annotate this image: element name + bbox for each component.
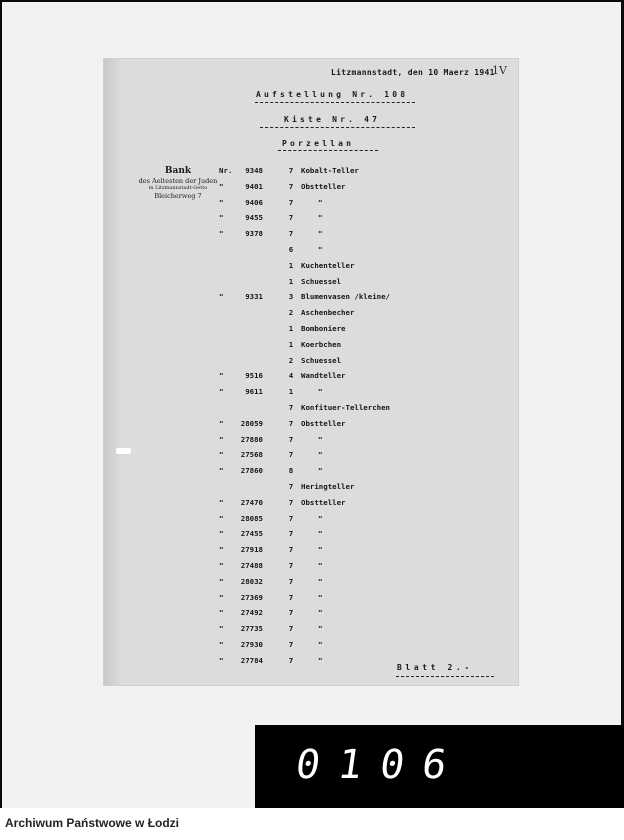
- row-nr-label: ": [219, 213, 224, 223]
- table-row: [0, 324, 624, 338]
- table-row: [0, 198, 624, 212]
- row-description: Obstteller: [301, 181, 346, 191]
- row-quantity: 7: [288, 529, 294, 539]
- row-description: Schuessel: [301, 276, 342, 286]
- row-item-number: 27880: [240, 434, 263, 444]
- row-description: ": [318, 561, 323, 570]
- table-row: [0, 261, 624, 275]
- row-quantity: 7: [288, 624, 294, 634]
- row-quantity: 1: [288, 276, 294, 286]
- row-quantity: 7: [288, 229, 294, 239]
- category-underline: [278, 150, 378, 151]
- row-quantity: 1: [288, 387, 294, 397]
- table-row: [0, 213, 624, 227]
- table-row: [0, 229, 624, 243]
- row-description: ": [318, 655, 323, 665]
- row-nr-label: ": [219, 561, 224, 570]
- table-row: [0, 577, 624, 591]
- row-description: Aschenbecher: [301, 308, 355, 318]
- row-quantity: 2: [288, 355, 294, 365]
- table-row: [0, 292, 624, 306]
- row-nr-label: ": [219, 497, 224, 507]
- table-row: [0, 403, 624, 417]
- row-quantity: 1: [288, 339, 294, 349]
- row-nr-label: ": [219, 434, 224, 444]
- row-description: Bomboniere: [301, 324, 346, 333]
- row-quantity: 7: [288, 166, 294, 175]
- row-item-number: 9348: [245, 166, 263, 175]
- stamp-line-4: Bleicherweg 7: [154, 192, 202, 200]
- row-quantity: 6: [288, 245, 294, 254]
- row-nr-label: Nr.: [219, 166, 233, 175]
- row-quantity: 2: [288, 308, 294, 318]
- row-nr-label: ": [219, 181, 224, 191]
- table-row: [0, 561, 624, 575]
- row-item-number: 27470: [240, 497, 263, 507]
- row-quantity: 7: [288, 197, 294, 207]
- table-row: [0, 371, 624, 385]
- row-nr-label: ": [219, 418, 224, 428]
- row-quantity: 3: [288, 292, 294, 302]
- row-item-number: 27488: [240, 561, 263, 570]
- paper-speck: [116, 448, 131, 454]
- row-item-number: 27369: [240, 592, 263, 602]
- row-nr-label: ": [219, 624, 224, 634]
- row-description: ": [318, 513, 323, 523]
- row-description: ": [318, 592, 323, 602]
- row-item-number: 9516: [245, 371, 263, 381]
- row-description: Blumenvasen /kleine/: [301, 292, 390, 302]
- table-row: [0, 308, 624, 322]
- table-row: [0, 545, 624, 559]
- category-heading: Porzellan: [282, 139, 355, 148]
- row-description: ": [318, 434, 323, 444]
- row-description: ": [318, 545, 323, 555]
- row-item-number: 9331: [245, 292, 263, 302]
- row-quantity: 7: [288, 482, 294, 491]
- row-nr-label: ": [219, 513, 224, 523]
- row-nr-label: ": [219, 450, 224, 460]
- row-description: ": [318, 213, 323, 223]
- row-quantity: 7: [288, 497, 294, 507]
- row-description: ": [318, 387, 323, 397]
- film-frame-number: 0106: [292, 742, 468, 788]
- blatt-underline: [396, 676, 494, 677]
- row-item-number: 27918: [240, 545, 263, 555]
- table-row: [0, 656, 624, 670]
- row-quantity: 7: [288, 545, 294, 555]
- row-quantity: 4: [288, 371, 294, 381]
- row-description: Koerbchen: [301, 339, 342, 349]
- table-row: [0, 182, 624, 196]
- row-item-number: 27568: [240, 450, 263, 460]
- row-item-number: 9401: [245, 181, 263, 191]
- table-row: [0, 435, 624, 449]
- row-quantity: 7: [288, 608, 294, 618]
- table-row: [0, 387, 624, 401]
- row-quantity: 7: [288, 561, 294, 570]
- row-nr-label: ": [219, 640, 224, 649]
- row-description: ": [318, 608, 323, 618]
- table-row: [0, 593, 624, 607]
- row-nr-label: ": [219, 608, 224, 618]
- row-nr-label: ": [219, 292, 224, 302]
- row-item-number: 27784: [240, 655, 263, 665]
- row-item-number: 27930: [240, 640, 263, 649]
- row-quantity: 7: [288, 576, 294, 586]
- row-description: ": [318, 466, 323, 476]
- row-description: ": [318, 576, 323, 586]
- row-item-number: 9455: [245, 213, 263, 223]
- row-description: ": [318, 640, 323, 649]
- table-row: [0, 277, 624, 291]
- row-description: Konfituer-Tellerchen: [301, 403, 390, 412]
- row-item-number: 28085: [240, 513, 263, 523]
- row-item-number: 27455: [240, 529, 263, 539]
- margin-note: 1V: [492, 64, 507, 77]
- row-nr-label: ": [219, 387, 224, 397]
- row-description: ": [318, 529, 323, 539]
- row-description: ": [318, 197, 323, 207]
- row-description: Wandteller: [301, 371, 346, 381]
- row-nr-label: ": [219, 197, 224, 207]
- row-item-number: 27860: [240, 466, 263, 476]
- table-row: [0, 624, 624, 638]
- row-nr-label: ": [219, 592, 224, 602]
- box-underline: [260, 127, 415, 128]
- row-nr-label: ": [219, 229, 224, 239]
- row-quantity: 1: [288, 260, 294, 270]
- row-quantity: 7: [288, 181, 294, 191]
- stamp-line-1: Bank: [164, 166, 192, 176]
- row-nr-label: ": [219, 466, 224, 476]
- row-nr-label: ": [219, 655, 224, 665]
- table-row: [0, 608, 624, 622]
- table-row: [0, 340, 624, 354]
- row-description: ": [318, 245, 323, 254]
- row-quantity: 7: [288, 434, 294, 444]
- row-quantity: 1: [288, 324, 294, 333]
- table-row: [0, 498, 624, 512]
- table-row: [0, 529, 624, 543]
- row-quantity: 7: [288, 418, 294, 428]
- stamp-line-3: in Litzmannstadt-Getto: [148, 185, 208, 191]
- row-quantity: 7: [288, 592, 294, 602]
- row-quantity: 7: [288, 655, 294, 665]
- page-footer-blatt: Blatt 2.-: [397, 663, 473, 672]
- table-row: [0, 482, 624, 496]
- table-row: [0, 356, 624, 370]
- row-item-number: 9378: [245, 229, 263, 239]
- row-nr-label: ": [219, 371, 224, 381]
- row-nr-label: ": [219, 529, 224, 539]
- row-item-number: 27492: [240, 608, 263, 618]
- place-date: Litzmannstadt, den 10 Maerz 1941: [331, 68, 495, 77]
- row-item-number: 9406: [245, 197, 263, 207]
- row-quantity: 7: [288, 403, 294, 412]
- row-item-number: 27735: [240, 624, 263, 634]
- row-description: ": [318, 450, 323, 460]
- table-row: [0, 166, 624, 180]
- row-quantity: 7: [288, 213, 294, 223]
- table-row: [0, 514, 624, 528]
- row-description: Kuchenteller: [301, 260, 355, 270]
- row-quantity: 7: [288, 450, 294, 460]
- stamp-line-2: des Aeltesten der Juden: [138, 177, 218, 185]
- row-description: Obstteller: [301, 418, 346, 428]
- table-row: [0, 245, 624, 259]
- row-description: Heringteller: [301, 482, 355, 491]
- row-nr-label: ": [219, 545, 224, 555]
- title-underline: [255, 102, 415, 103]
- document-title: Aufstellung Nr. 108: [256, 90, 409, 99]
- row-description: ": [318, 624, 323, 634]
- row-quantity: 7: [288, 640, 294, 649]
- row-description: ": [318, 229, 323, 239]
- table-row: [0, 419, 624, 433]
- box-number: Kiste Nr. 47: [284, 115, 381, 124]
- row-description: Schuessel: [301, 355, 342, 365]
- table-row: [0, 466, 624, 480]
- row-quantity: 8: [288, 466, 294, 476]
- row-item-number: 28059: [240, 418, 263, 428]
- row-quantity: 7: [288, 513, 294, 523]
- row-description: Obstteller: [301, 497, 346, 507]
- row-item-number: 9611: [245, 387, 263, 397]
- row-item-number: 28032: [240, 576, 263, 586]
- table-row: [0, 640, 624, 654]
- table-row: [0, 450, 624, 464]
- archive-name: Archiwum Państwowe w Łodzi: [5, 816, 180, 830]
- row-nr-label: ": [219, 576, 224, 586]
- row-description: Kobalt-Teller: [301, 166, 359, 175]
